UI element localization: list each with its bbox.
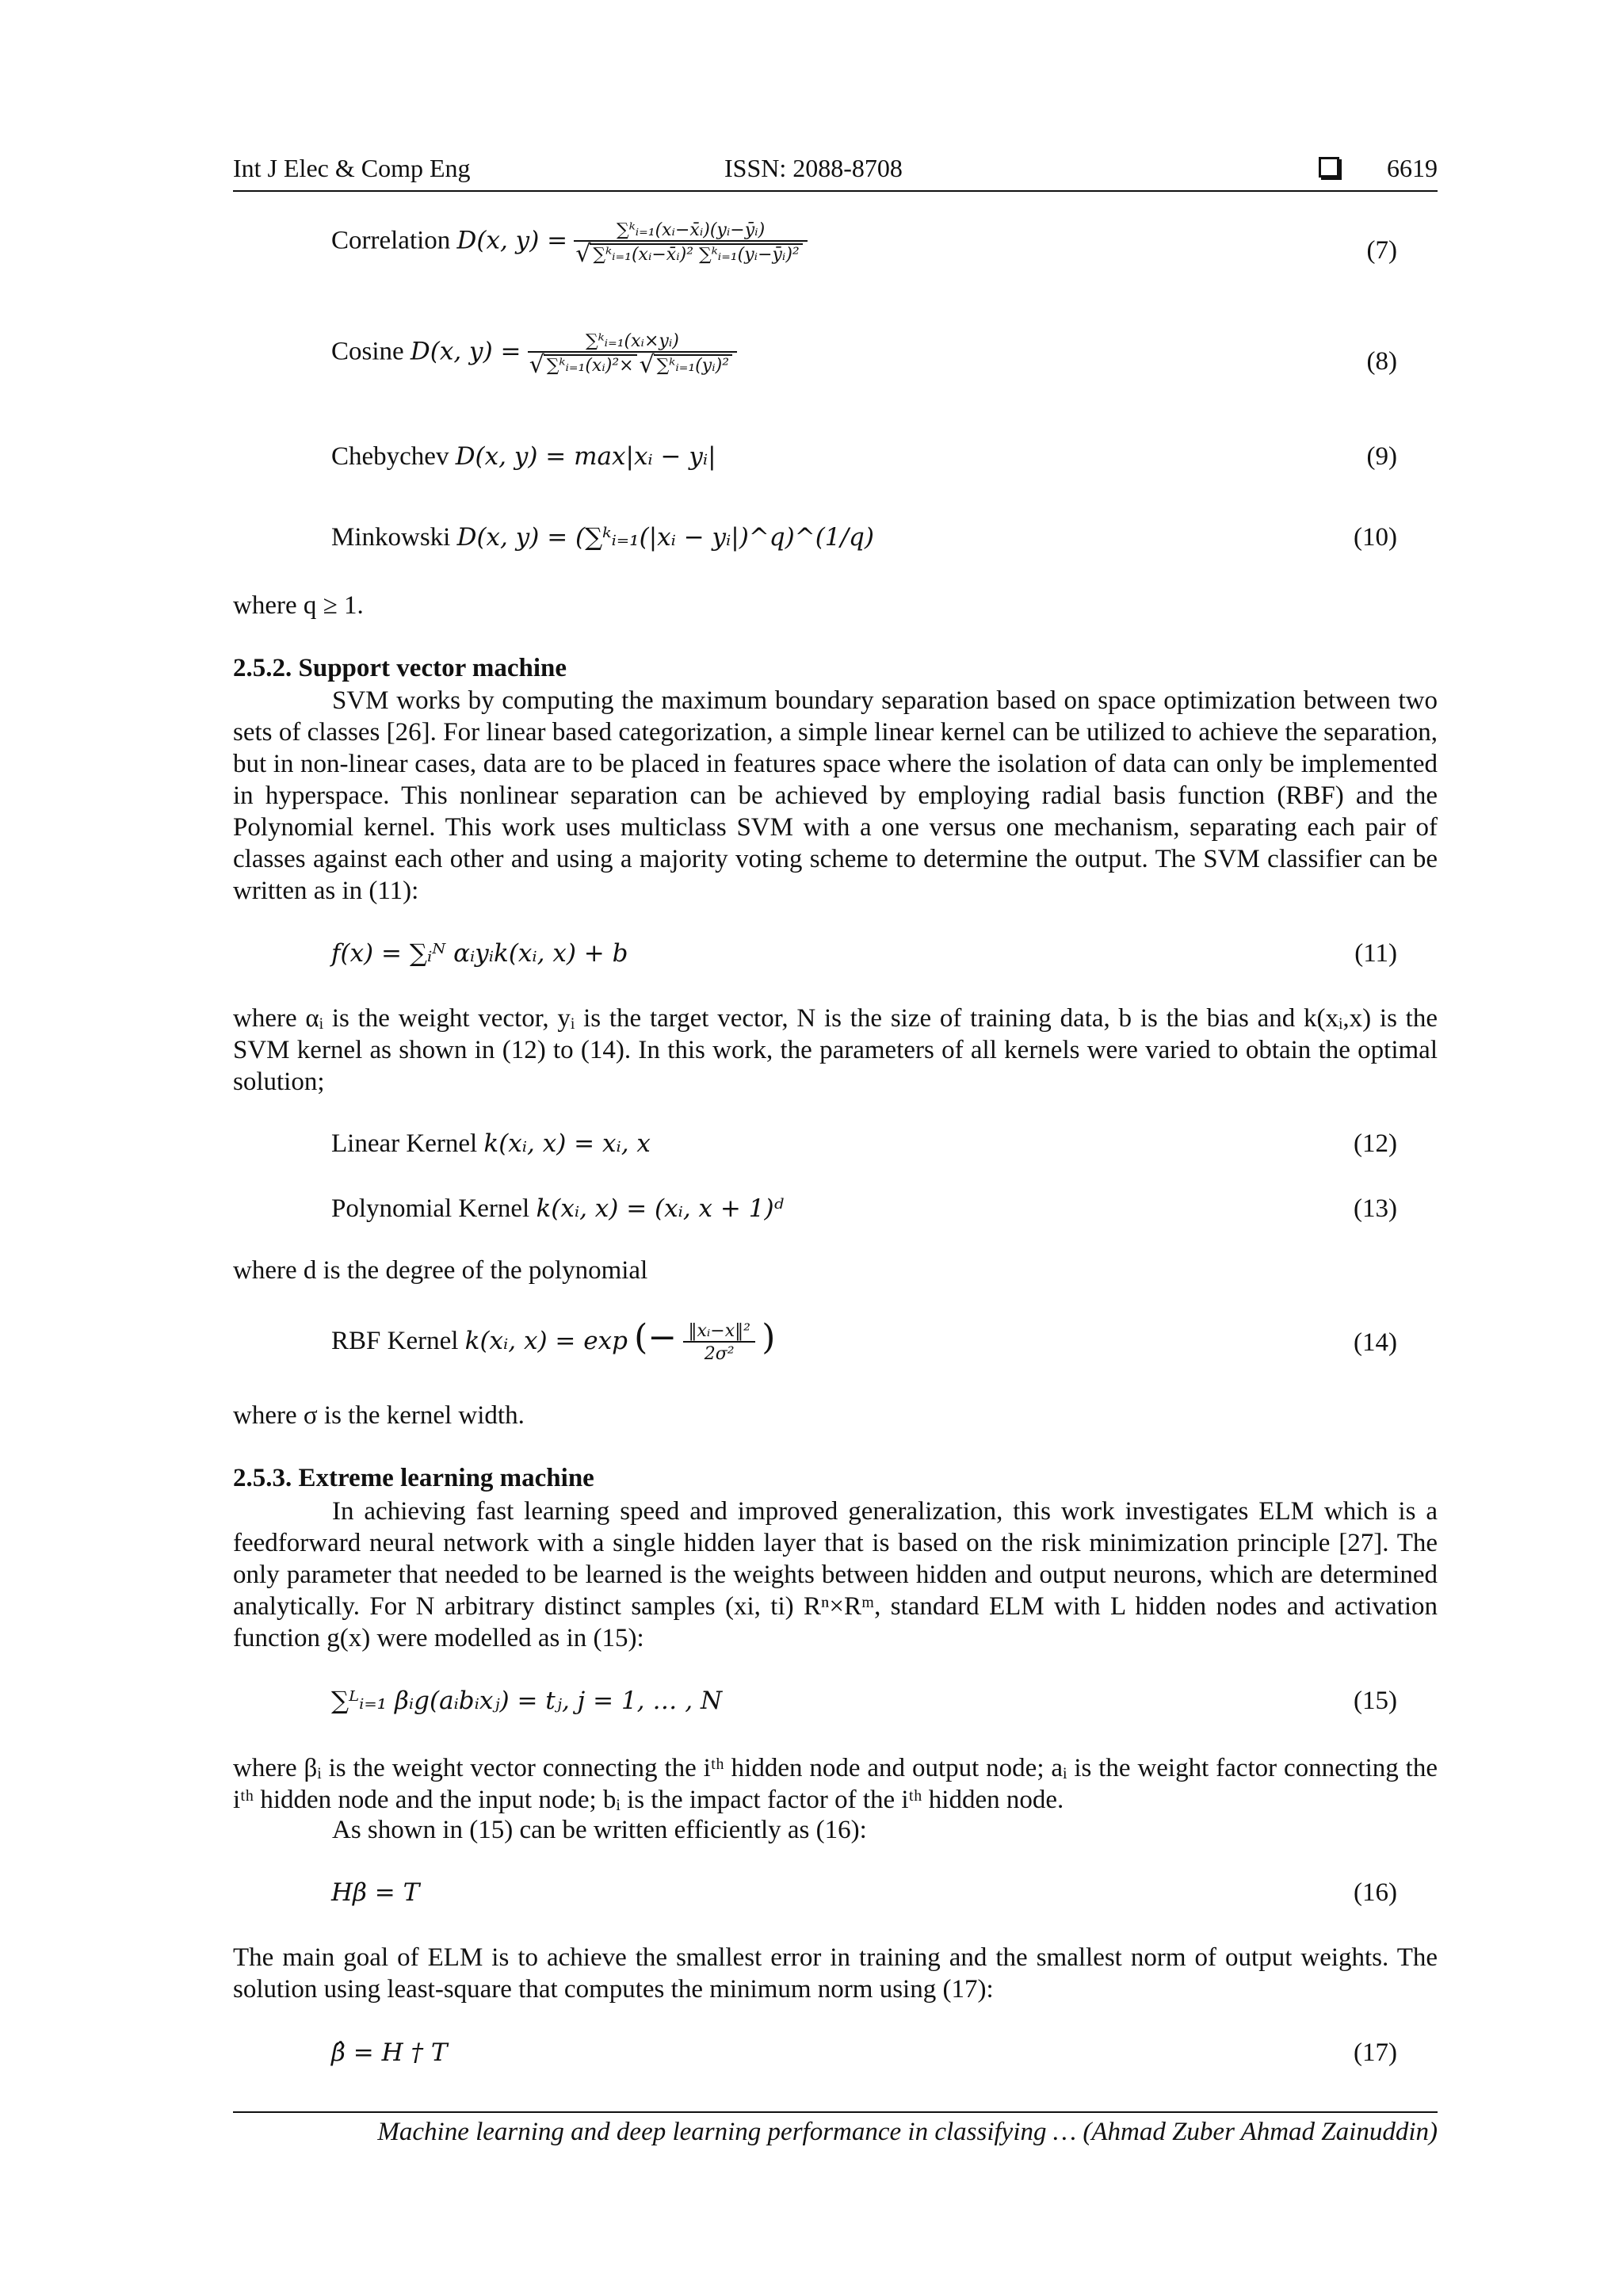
equation-label: Chebychev bbox=[331, 442, 449, 471]
equation-label: Polynomial Kernel bbox=[331, 1194, 530, 1223]
equation-16 bbox=[331, 1878, 1397, 1908]
equation-expression: D(x, y) = max|xᵢ − yᵢ| bbox=[455, 442, 716, 471]
equation-lhs: k(xᵢ, x) = exp bbox=[464, 1327, 628, 1355]
numerator: ‖xᵢ−x‖² bbox=[688, 1321, 750, 1342]
equation-label: Cosine bbox=[331, 337, 404, 366]
equation-expression: k(xᵢ, x) = (xᵢ, x + 1)ᵈ bbox=[536, 1194, 784, 1223]
equation-8 bbox=[331, 331, 1397, 376]
equation-number: (12) bbox=[1354, 1129, 1397, 1158]
equation-lhs: D(x, y) = bbox=[410, 337, 521, 366]
equation-10 bbox=[331, 523, 1397, 552]
equation-number: (8) bbox=[1366, 347, 1397, 376]
equation-expression: k(xᵢ, x) = xᵢ, x bbox=[483, 1129, 651, 1158]
equation-number: (14) bbox=[1354, 1328, 1397, 1357]
issn: ISSN: 2088-8708 bbox=[724, 154, 903, 182]
denominator: 2σ² bbox=[683, 1341, 755, 1364]
equation-7 bbox=[331, 220, 1397, 265]
equation-number: (13) bbox=[1354, 1194, 1397, 1223]
equation-number: (10) bbox=[1354, 523, 1397, 552]
equation-9 bbox=[331, 442, 1397, 472]
page-number: 6619 bbox=[1387, 154, 1438, 182]
where-q: where q ≥ 1. bbox=[233, 591, 364, 620]
equation-expression: f(x) = ∑ᵢᴺ αᵢyᵢk(xᵢ, x) + b bbox=[331, 939, 628, 968]
equation-number: (11) bbox=[1354, 939, 1397, 968]
section-heading-elm: 2.5.3. Extreme learning machine bbox=[233, 1464, 594, 1492]
equation-number: (9) bbox=[1366, 442, 1397, 471]
running-header bbox=[233, 151, 1438, 190]
equation-14 bbox=[331, 1317, 1397, 1364]
equation-number: (7) bbox=[1366, 236, 1397, 265]
equation-17 bbox=[331, 2038, 1397, 2068]
equation-13 bbox=[331, 1194, 1397, 1224]
equation-label: Minkowski bbox=[331, 523, 451, 552]
section-heading-svm: 2.5.2. Support vector machine bbox=[233, 654, 567, 682]
header-rule bbox=[233, 190, 1438, 192]
denominator-right: √ ∑ᵏᵢ₌₁(yᵢ)² bbox=[654, 354, 732, 376]
equation-fraction bbox=[528, 331, 737, 376]
equation-number: (15) bbox=[1354, 1687, 1397, 1715]
equation-expression: D(x, y) = (∑ᵏᵢ₌₁(|xᵢ − yᵢ|)^q)^(1/q) bbox=[456, 523, 874, 552]
denominator-left: √ ∑ᵏᵢ₌₁(xᵢ)²× bbox=[544, 354, 637, 376]
equation-fraction bbox=[574, 220, 807, 265]
equation-fraction bbox=[683, 1321, 755, 1364]
running-footer: Machine learning and deep learning performance in classifying … (Ahmad Zuber Ahmad Zainuddin) bbox=[377, 2118, 1438, 2146]
svm-where-paragraph: where αᵢ is the weight vector, yᵢ is the target vector, N is the size of training data, b is the bias and k(xᵢ,x) is the SVM kernel as shown in (12) to (14). In this work, the parameters of all kernels were varied to obtain the optimal solution; bbox=[233, 1004, 1438, 1096]
where-sigma: where σ is the kernel width. bbox=[233, 1401, 525, 1430]
where-d: where d is the degree of the polynomial bbox=[233, 1256, 648, 1285]
equation-11 bbox=[331, 939, 1397, 968]
svm-paragraph: SVM works by computing the maximum boundary separation based on space optimization between two sets of classes [26]. For linear based categorization, a simple linear kernel can be utilized to achieve the separation, but in non-linear cases, data are to be placed in features space where the isolation of data can only be implemented in hyperspace. This nonlinear separation can be achieved by employing radial basis function (RBF) and the Polynomial kernel. This work uses multiclass SVM with a one versus one mechanism, separating each pair of classes against each other and using a majority voting scheme to determine the output. The SVM classifier can be written as in (11): bbox=[233, 686, 1438, 905]
numerator: ∑ᵏᵢ₌₁(xᵢ×yᵢ) bbox=[585, 331, 679, 351]
equation-number: (16) bbox=[1354, 1878, 1397, 1907]
close-paren: ) bbox=[762, 1317, 776, 1358]
equation-12 bbox=[331, 1129, 1397, 1159]
elm-goal-paragraph: The main goal of ELM is to achieve the smallest error in training and the smallest norm of output weights. The solution using least-square that computes the minimum norm using (17): bbox=[233, 1943, 1438, 2004]
footer-rule bbox=[233, 2111, 1438, 2113]
equation-label: Linear Kernel bbox=[331, 1129, 478, 1158]
equation-expression: Hβ = T bbox=[331, 1878, 420, 1907]
journal-name: Int J Elec & Comp Eng bbox=[233, 154, 471, 182]
denominator: √ ∑ᵏᵢ₌₁(xᵢ−x̄ᵢ)² ∑ᵏᵢ₌₁(yᵢ−ȳᵢ)² bbox=[590, 243, 802, 265]
open-paren: (− bbox=[634, 1317, 678, 1358]
elm-where-16: As shown in (15) can be written efficiently as (16): bbox=[332, 1816, 867, 1844]
equation-15 bbox=[331, 1687, 1397, 1716]
equation-label: Correlation bbox=[331, 226, 451, 255]
equation-number: (17) bbox=[1354, 2038, 1397, 2067]
square-icon bbox=[1319, 157, 1339, 178]
elm-where-paragraph: where βᵢ is the weight vector connecting the iᵗʰ hidden node and output node; aᵢ is the weight factor connecting the iᵗʰ hidden node and the input node; bᵢ is the impact factor of the iᵗʰ hidden node. bbox=[233, 1754, 1438, 1814]
equation-expression: β̂ = H † T bbox=[331, 2038, 448, 2067]
equation-label: RBF Kernel bbox=[331, 1327, 459, 1355]
equation-expression: ∑ᴸᵢ₌₁ βᵢg(aᵢbᵢxⱼ) = tⱼ, j = 1, … , N bbox=[331, 1687, 723, 1715]
elm-paragraph: In achieving fast learning speed and improved generalization, this work investigates ELM which is a feedforward neural network with a single hidden layer that is based on the risk minimization principle [27]. The only parameter that needed to be learned is the weights between hidden and output neurons, which are determined analytically. For N arbitrary distinct samples (xi, ti) Rⁿ×Rᵐ, standard ELM with L hidden nodes and activation function g(x) were modelled as in (15): bbox=[233, 1497, 1438, 1652]
numerator: ∑ᵏᵢ₌₁(xᵢ−x̄ᵢ)(yᵢ−ȳᵢ) bbox=[616, 220, 766, 240]
equation-lhs: D(x, y) = bbox=[456, 226, 568, 255]
